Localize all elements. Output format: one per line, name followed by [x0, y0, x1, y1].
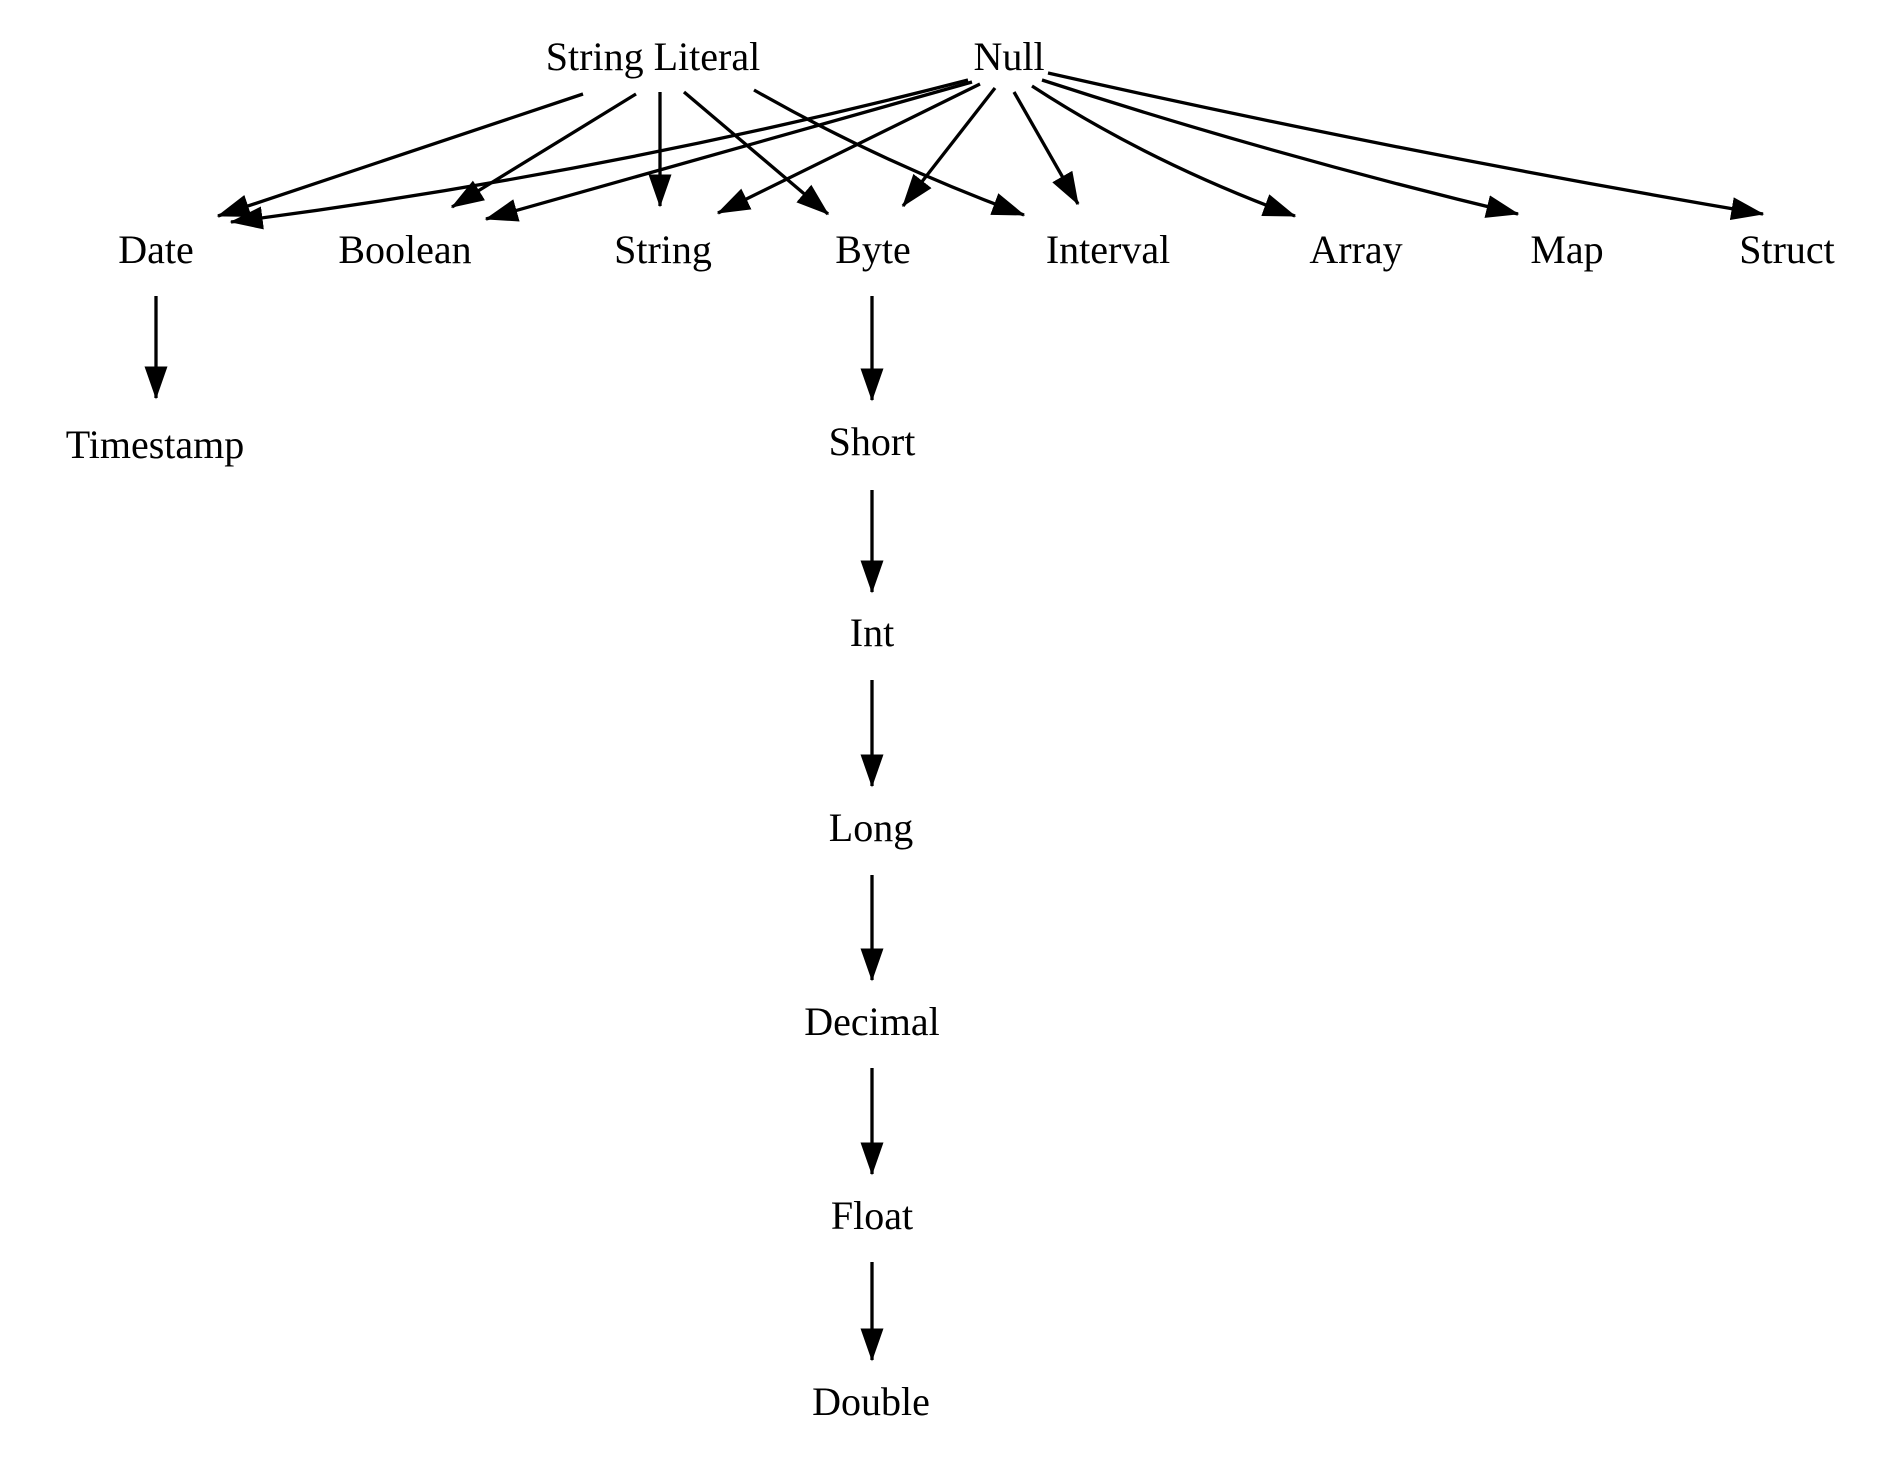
- node-null: Null: [973, 34, 1045, 79]
- node-short: Short: [828, 419, 916, 464]
- node-float: Float: [830, 1193, 914, 1238]
- node-byte: Byte: [835, 227, 911, 272]
- node-map: Map: [1530, 227, 1604, 272]
- node-date: Date: [118, 227, 194, 272]
- node-int: Int: [849, 610, 895, 655]
- node-long: Long: [828, 805, 914, 850]
- node-decimal: Decimal: [804, 999, 940, 1044]
- node-boolean: Boolean: [338, 227, 472, 272]
- node-timestamp: Timestamp: [65, 422, 245, 467]
- node-interval: Interval: [1045, 227, 1171, 272]
- node-string-literal: String Literal: [545, 34, 761, 79]
- node-struct: Struct: [1739, 227, 1835, 272]
- node-string: String: [614, 227, 712, 272]
- node-double: Double: [812, 1379, 930, 1424]
- node-array: Array: [1309, 227, 1403, 272]
